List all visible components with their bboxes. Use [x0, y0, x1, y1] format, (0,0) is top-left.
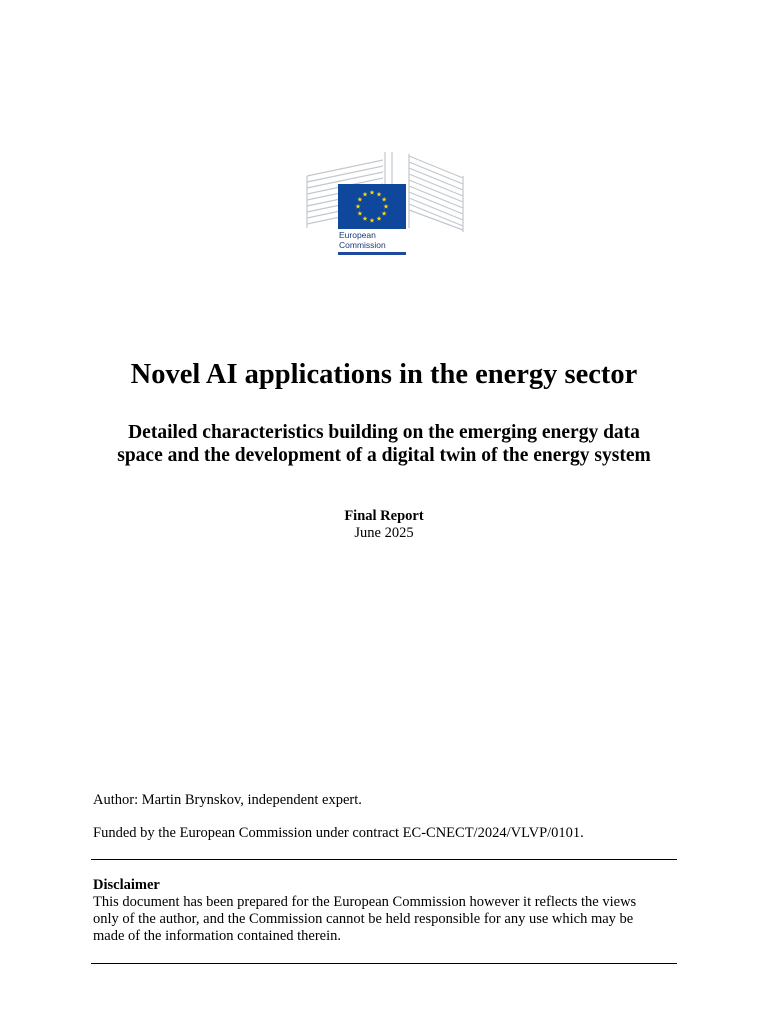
page-title: Novel AI applications in the energy sector [130, 359, 638, 390]
logo-text-line1: European [339, 230, 376, 240]
disclaimer-line-3: made of the information contained therein. [93, 928, 342, 944]
building-right-wing [409, 154, 463, 232]
disclaimer-line-1: This document has been prepared for the European Commission however it reflects the views [93, 894, 637, 910]
funding-line: Funded by the European Commission under contract EC-CNECT/2024/VLVP/0101. [93, 825, 584, 841]
logo-text-line2: Commission [339, 240, 386, 250]
author-line: Author: Martin Brynskov, independent expert. [93, 792, 362, 808]
divider-top [91, 859, 677, 860]
page-subtitle [0, 421, 768, 467]
report-type: Final Report [344, 508, 424, 524]
subtitle-line-2: space and the development of a digital twin of the energy system [117, 445, 651, 466]
disclaimer-line-2: only of the author, and the Commission cannot be held responsible for any use which may be [93, 911, 634, 927]
disclaimer-heading: Disclaimer [93, 877, 160, 893]
disclaimer-text [93, 894, 683, 945]
european-commission-logo [305, 152, 465, 258]
divider-bottom [91, 963, 677, 964]
logo-underline [338, 252, 406, 255]
subtitle-line-1: Detailed characteristics building on the emerging energy data [128, 422, 640, 443]
report-date: June 2025 [354, 525, 414, 541]
